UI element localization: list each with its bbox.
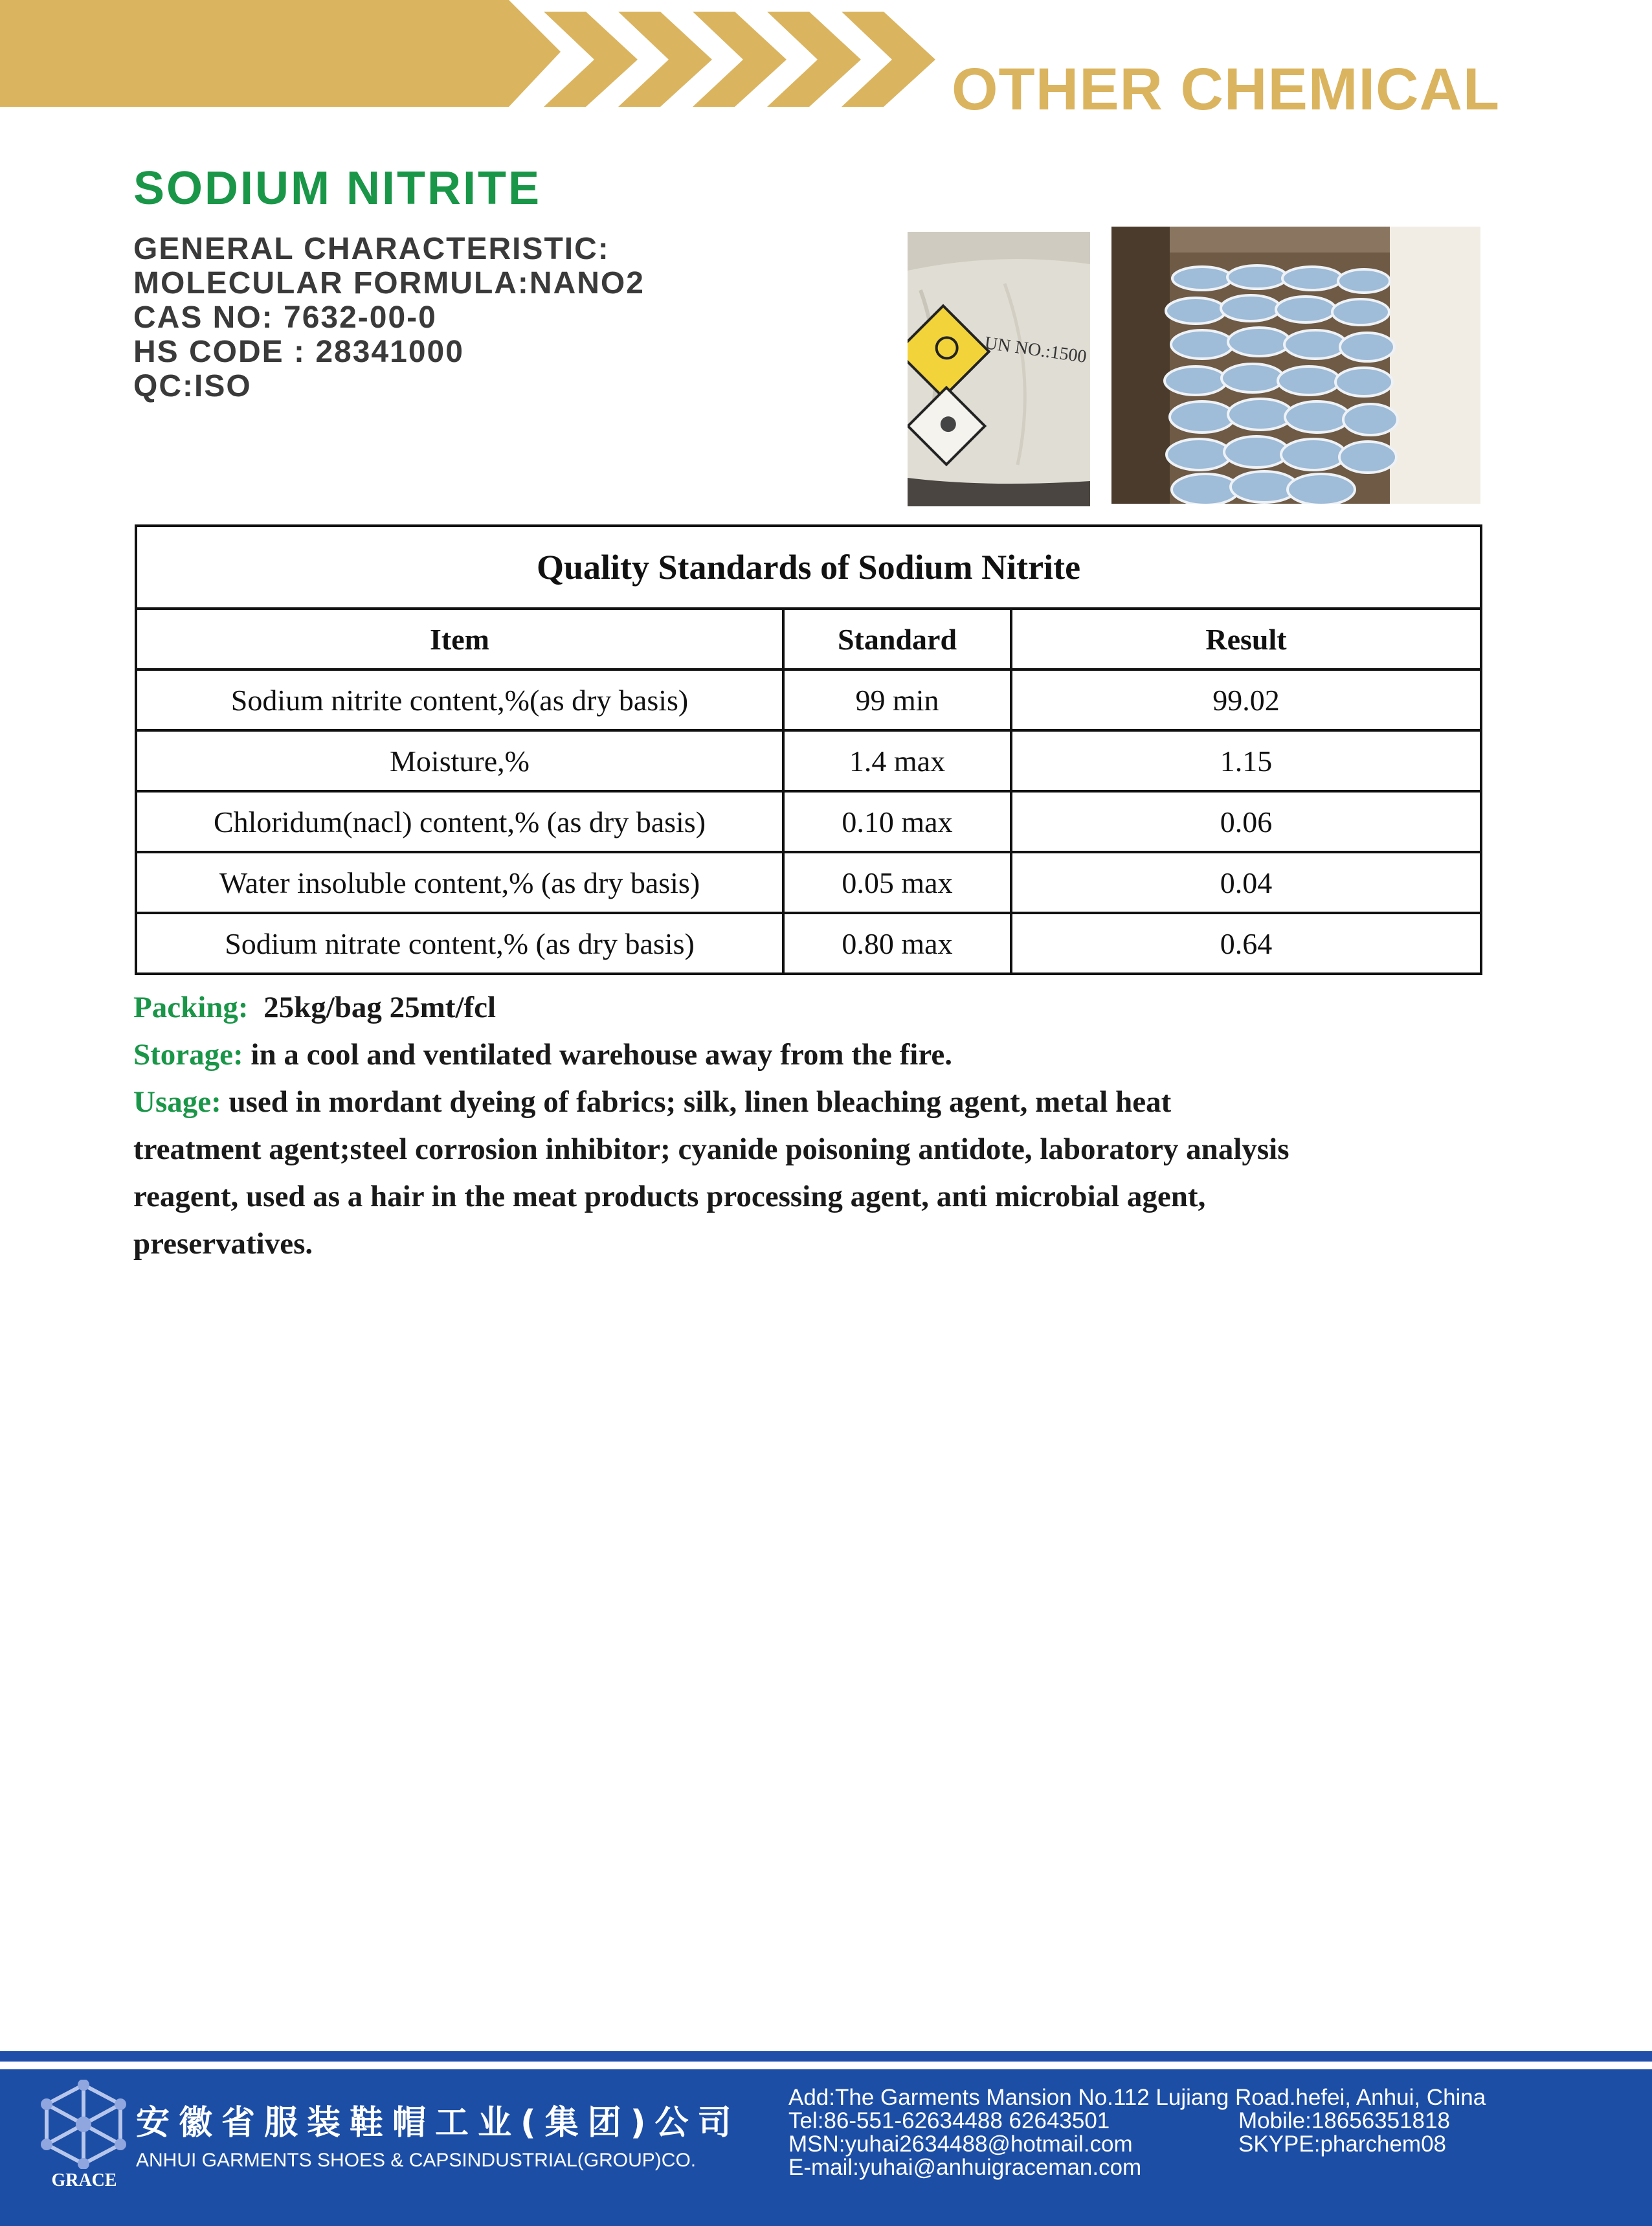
cell-standard: 99 min: [783, 669, 1011, 730]
company-name-en: ANHUI GARMENTS SHOES & CAPSINDUSTRIAL(GROUP)CO.: [136, 2150, 697, 2171]
usage-text-line: reagent, used as a hair in the meat products processing agent, anti microbial agent,: [133, 1180, 1206, 1213]
usage-line: [133, 1079, 1493, 1126]
table-row: [136, 852, 1481, 913]
usage-text: used in mordant dyeing of fabrics; silk, linen bleaching agent, metal heat: [229, 1085, 1172, 1119]
cell-standard: 0.05 max: [783, 852, 1011, 913]
chevron-icon: [544, 12, 638, 107]
cell-result: 0.06: [1011, 791, 1481, 852]
contact-address: Add:The Garments Mansion No.112 Lujiang Road.hefei, Anhui, China: [788, 2085, 1486, 2110]
spec-hs-code: HS CODE : 28341000: [133, 335, 464, 369]
spec-list: [133, 232, 645, 403]
contact-msn: MSN:yuhai2634488@hotmail.com: [788, 2131, 1133, 2157]
table-row: [136, 913, 1481, 974]
company-name-cn: 安徽省服装鞋帽工业(集团)公司: [136, 2104, 741, 2142]
usage-text-line: preservatives.: [133, 1227, 313, 1261]
table-caption: Quality Standards of Sodium Nitrite: [136, 526, 1481, 609]
cell-result: 1.15: [1011, 730, 1481, 791]
contact-info: [788, 2086, 1486, 2179]
cell-standard: 1.4 max: [783, 730, 1011, 791]
cell-item: Chloridum(nacl) content,% (as dry basis): [136, 791, 783, 852]
spec-qc: QC:ISO: [133, 369, 252, 403]
cell-result: 0.04: [1011, 852, 1481, 913]
contact-mobile: Mobile:18656351818: [1238, 2108, 1450, 2133]
storage-label: Storage:: [133, 1038, 243, 1072]
table-row: [136, 730, 1481, 791]
logo-text: GRACE: [51, 2170, 117, 2190]
bag-un-label: UN NO.:1500: [983, 333, 1088, 368]
cell-item: Moisture,%: [136, 730, 783, 791]
banner-bar-shape: [0, 0, 561, 107]
packing-label: Packing:: [133, 991, 249, 1024]
table-header-row: [136, 609, 1481, 669]
quality-standards-table: [135, 524, 1482, 975]
spec-general: GENERAL CHARACTERISTIC:: [133, 232, 610, 266]
cell-item: Water insoluble content,% (as dry basis): [136, 852, 783, 913]
spec-cas: CAS NO: 7632-00-0: [133, 300, 437, 335]
cell-standard: 0.80 max: [783, 913, 1011, 974]
contact-tel-row: [788, 2109, 1486, 2133]
storage-line: [133, 1031, 1493, 1079]
contact-tel: Tel:86-551-62634488 62643501: [788, 2108, 1110, 2133]
grace-logo-icon: [38, 2080, 129, 2169]
column-header-standard: Standard: [783, 609, 1011, 669]
contact-skype: SKYPE:pharchem08: [1238, 2131, 1447, 2157]
product-bag-photo: [908, 232, 1090, 506]
section-title: OTHER CHEMICAL: [952, 56, 1501, 122]
table-row: [136, 669, 1481, 730]
storage-text: in a cool and ventilated warehouse away from the fire.: [251, 1038, 952, 1072]
contact-email: E-mail:yuhai@anhuigraceman.com: [788, 2155, 1142, 2180]
contact-msn-row: [788, 2133, 1486, 2156]
product-notes: [133, 984, 1493, 1268]
column-header-item: Item: [136, 609, 783, 669]
usage-text-line: treatment agent;steel corrosion inhibitor; cyanide poisoning antidote, laboratory analysis: [133, 1132, 1289, 1166]
container-loading-photo: [1111, 227, 1480, 504]
cell-standard: 0.10 max: [783, 791, 1011, 852]
cell-item: Sodium nitrate content,% (as dry basis): [136, 913, 783, 974]
packing-line: [133, 984, 1493, 1031]
packing-text: 25kg/bag 25mt/fcl: [263, 991, 497, 1024]
cell-result: 0.64: [1011, 913, 1481, 974]
column-header-result: Result: [1011, 609, 1481, 669]
table-row: [136, 791, 1481, 852]
product-title: SODIUM NITRITE: [133, 163, 541, 214]
cell-item: Sodium nitrite content,%(as dry basis): [136, 669, 783, 730]
usage-label: Usage:: [133, 1085, 221, 1119]
cell-result: 99.02: [1011, 669, 1481, 730]
spec-formula: MOLECULAR FORMULA:NANO2: [133, 266, 645, 300]
footer-stripe: [0, 2051, 1652, 2062]
